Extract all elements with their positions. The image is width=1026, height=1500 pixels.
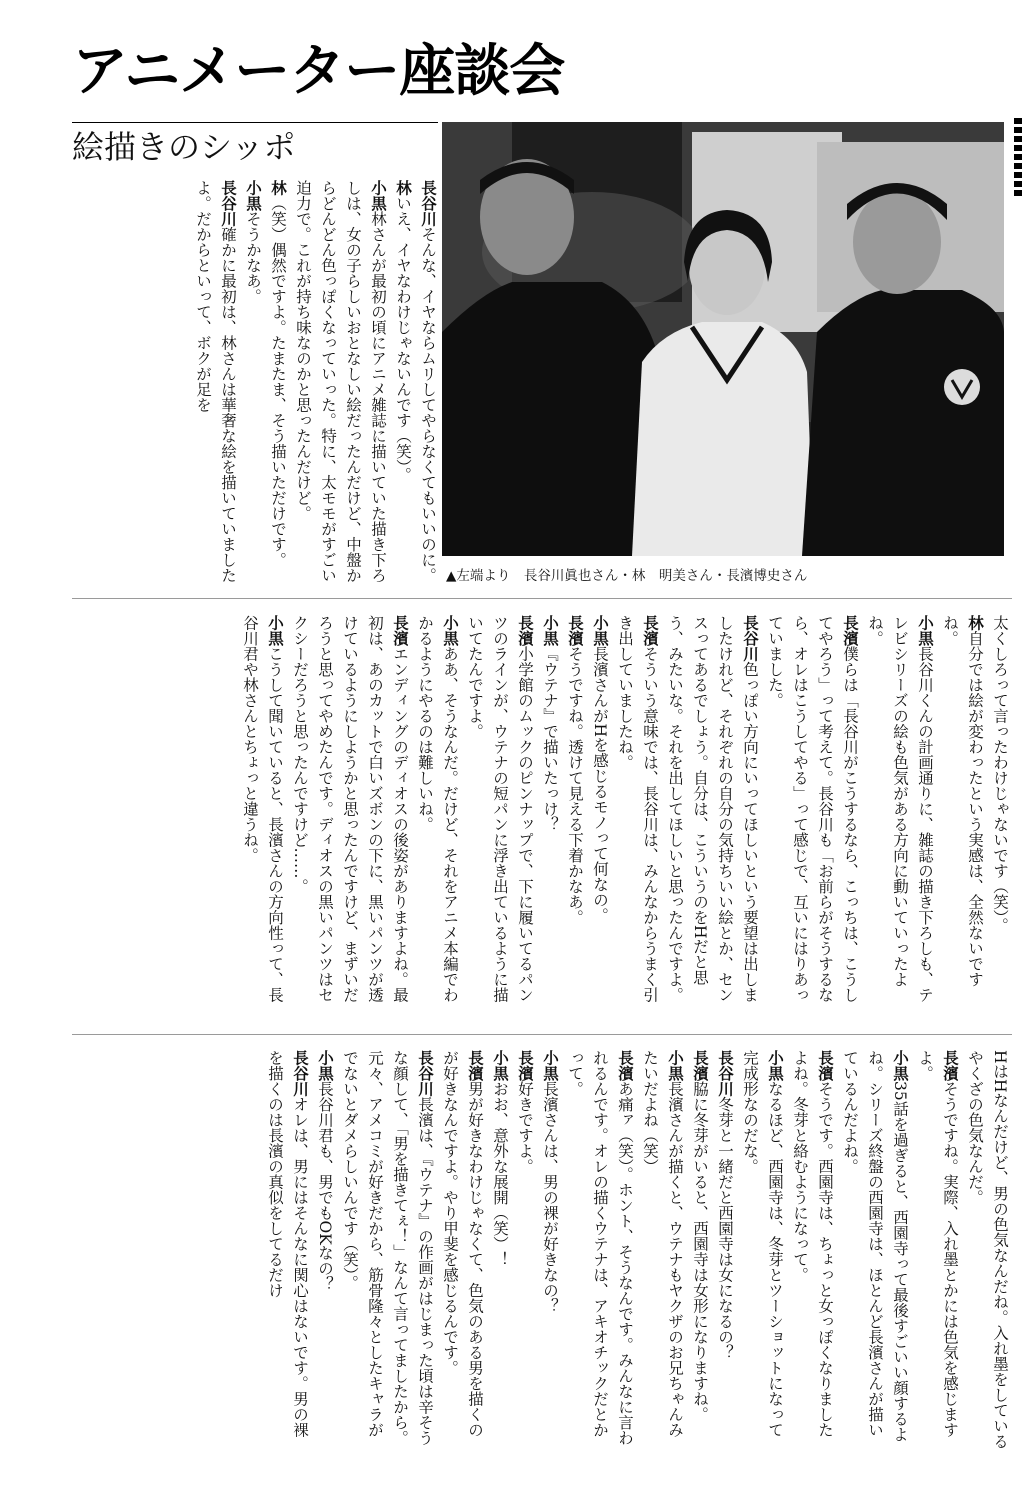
- dialogue-line: [287, 615, 412, 1015]
- speaker-label: 長谷川: [419, 180, 437, 227]
- dialogue-text: そんな、イヤならムリしてやらなくてもいいのに。: [419, 226, 437, 583]
- dialogue-line: [862, 615, 937, 1015]
- dialogue-text: 長濱さんは、男の裸が好きなの？: [541, 1081, 559, 1314]
- dialogue-text: なるほど、西園寺は、冬芽とツーショットになって完成形なのだな。: [741, 1050, 784, 1438]
- dialogue-text: いえ、イヤなわけじゃないんです（笑）。: [394, 195, 412, 483]
- dialogue-line: [290, 180, 390, 586]
- speaker-label: 小黒: [541, 1050, 559, 1081]
- speaker-label: 小黒: [916, 615, 934, 646]
- speaker-label: 小黒: [666, 1050, 684, 1081]
- photo-caption: ▲左端より 長谷川眞也さん・林 明美さん・長濱博史さん: [446, 568, 808, 584]
- speaker-label: 長濱: [941, 1050, 959, 1081]
- dialogue-line: [937, 615, 987, 1015]
- dialogue-line: [390, 180, 415, 586]
- dialogue-line: [737, 1050, 787, 1450]
- text-column-1: [78, 180, 440, 586]
- dialogue-text: あ痛ァ（笑）。ホント、そうなんです。みんなに言われるんです。オレの描くウテナは、アキオチックだとかって。: [566, 1050, 634, 1446]
- speaker-label: 長谷川: [219, 180, 237, 227]
- article-subtitle: 絵描きのシッポ: [72, 128, 296, 166]
- speaker-label: 小黒: [766, 1050, 784, 1081]
- dialogue-text: 好きですよ。: [516, 1081, 534, 1174]
- dialogue-text: 男が好きなわけじゃなくて、色気のある男を描くのが好きなんですよ。やり甲斐を感じるんです。: [441, 1050, 484, 1438]
- text-column-2: [78, 615, 1012, 1015]
- dialogue-text: 太くしろって言ったわけじゃないです（笑）。: [991, 615, 1009, 933]
- dialogue-text: HはHなんだけど、男の色気なんだね。入れ墨をしているやくざの色気なんだ。: [966, 1050, 1009, 1450]
- dialogue-line: [962, 1050, 1012, 1450]
- speaker-label: 小黒: [266, 615, 284, 646]
- dialogue-line: [240, 180, 265, 586]
- dialogue-text: 確かに最初は、林さんは華奢な絵を描いていましたよ。だからといって、ボクが足を: [194, 180, 237, 583]
- dialogue-line: [987, 615, 1012, 1015]
- dialogue-text: 長谷川くんの計画通りに、雑誌の描き下ろしも、テレビシリーズの絵も色気がある方向に動いていったよね。: [866, 615, 934, 1003]
- dialogue-text: そうですね。透けて見える下着かなあ。: [566, 646, 584, 925]
- speaker-label: 林: [966, 615, 984, 631]
- speaker-label: 長濱: [616, 1050, 634, 1081]
- dialogue-text: 自分では絵が変わったという実感は、全然ないですね。: [941, 615, 984, 987]
- page-edge-mark: [1014, 118, 1022, 196]
- speaker-label: 長谷川: [716, 1050, 734, 1097]
- dialogue-text: ああ、そうなんだ。だけど、それをアニメ本編でわかるようにやるのは難しいね。: [416, 615, 459, 1003]
- dialogue-line: [562, 615, 587, 1015]
- dialogue-text: そうですね。実際、入れ墨とかには色気を感じますよ。: [916, 1050, 959, 1438]
- speaker-label: 長濱: [691, 1050, 709, 1081]
- text-column-3: [78, 1050, 1012, 1450]
- dialogue-line: [662, 615, 762, 1015]
- dialogue-text: 長谷川君も、男でもOKなの？: [316, 1081, 334, 1292]
- dialogue-text: 長濱は、『ウテナ』の作画がはじまった頃は辛そうな顔して、「男を描きてぇ！」なんて言ってましたから。元々、アメコミが好きだから、筋骨隆々としたキャラがでないとダメらしいんです（笑）。: [341, 1050, 434, 1446]
- dialogue-line: [487, 1050, 512, 1450]
- speaker-label: 長谷川: [741, 615, 759, 662]
- dialogue-line: [762, 615, 862, 1015]
- dialogue-text: エンディングのディオスの後姿がありますよね。最初は、あのカットで白いズボンの下に、黒いパンツが透けているようにしようかと思ったんですけど、まずいだろうと思ってやめたんです。ディオスの黒いパンツはセクシーだろうと思ったんですけど……。: [291, 615, 409, 1003]
- dialogue-line: [412, 615, 462, 1015]
- group-photo: [442, 122, 1004, 556]
- dialogue-line: [462, 615, 537, 1015]
- dialogue-line: [587, 615, 612, 1015]
- dialogue-text: おお、意外な展開（笑）！: [491, 1081, 509, 1267]
- dialogue-line: [337, 1050, 437, 1450]
- dialogue-text: 長濱さんが描くと、ウテナもヤクザのお兄ちゃんみたいだよね（笑）: [641, 1050, 684, 1438]
- dialogue-text: オレは、男にはそんなに関心はないです。男の裸を描くのは長濱の真似をしてるだけ: [266, 1050, 309, 1438]
- dialogue-text: 林さんが最初の頃にアニメ雑誌に描いていた描き下ろしは、女の子らしいおとなしい絵だったんだけど、中盤からどんどん色っぽくなっていった。特に、太モモがすごい迫力で。これが持ち味なのかと思ったんだけど。: [294, 180, 387, 583]
- dialogue-text: 脇に冬芽がいると、西園寺は女形になりますね。: [691, 1081, 709, 1422]
- dialogue-text: 僕らは「長谷川がこうするなら、こっちは、こうしてやろう」って考えて。長谷川も「お前らがそうするなら、オレはこうしてやる」って感じで、互いにはりあっていました。: [766, 615, 859, 1003]
- speaker-label: 長濱: [816, 1050, 834, 1081]
- dialogue-line: [612, 615, 662, 1015]
- dialogue-line: [687, 1050, 712, 1450]
- dialogue-line: [237, 615, 287, 1015]
- speaker-label: 長濱: [391, 615, 409, 646]
- dialogue-line: [312, 1050, 337, 1450]
- dialogue-line: [512, 1050, 537, 1450]
- dialogue-line: [912, 1050, 962, 1450]
- dialogue-line: [537, 615, 562, 1015]
- dialogue-text: そうです。西園寺は、ちょっと女っぽくなりましたよね。冬芽と絡むようになって。: [791, 1050, 834, 1438]
- speaker-label: 長濱: [516, 615, 534, 646]
- dialogue-line: [437, 1050, 487, 1450]
- speaker-label: 小黒: [441, 615, 459, 646]
- speaker-label: 小黒: [891, 1050, 909, 1081]
- dialogue-line: [537, 1050, 562, 1450]
- dialogue-line: [787, 1050, 837, 1450]
- dialogue-line: [712, 1050, 737, 1450]
- dialogue-line: [562, 1050, 637, 1450]
- speaker-label: 小黒: [491, 1050, 509, 1081]
- article-title: アニメーター座談会: [72, 39, 565, 104]
- dialogue-text: 『ウテナ』で描いたっけ？: [541, 646, 559, 832]
- dialogue-line: [415, 180, 440, 586]
- speaker-label: 小黒: [591, 615, 609, 646]
- speaker-label: 長濱: [466, 1050, 484, 1081]
- section-divider: [72, 1034, 1012, 1035]
- dialogue-text: 小学館のムックのピンナップで、下に履いてるパンツのラインが、ウテナの短パンに浮き出ているように描いてたんですよ。: [466, 615, 534, 1003]
- dialogue-line: [637, 1050, 687, 1450]
- dialogue-line: [262, 1050, 312, 1450]
- speaker-label: 小黒: [541, 615, 559, 646]
- dialogue-text: こうして聞いていると、長濱さんの方向性って、長谷川君や林さんとちょっと違うね。: [241, 615, 284, 1003]
- speaker-label: 小黒: [316, 1050, 334, 1081]
- dialogue-text: 冬芽と一緒だと西園寺は女になるの？: [716, 1096, 734, 1360]
- dialogue-text: 長濱さんがHを感じるモノって何なの。: [591, 646, 609, 924]
- dialogue-text: （笑）偶然ですよ。たまたま、そう描いただけです。: [269, 195, 287, 568]
- speaker-label: 林: [269, 180, 287, 196]
- dialogue-line: [837, 1050, 912, 1450]
- dialogue-text: そうかなあ。: [244, 211, 262, 304]
- section-divider: [72, 598, 1012, 599]
- speaker-label: 長濱: [841, 615, 859, 646]
- dialogue-line: [265, 180, 290, 586]
- speaker-label: 小黒: [369, 180, 387, 211]
- speaker-label: 小黒: [244, 180, 262, 211]
- title-underline: [72, 122, 438, 123]
- speaker-label: 長谷川: [291, 1050, 309, 1097]
- dialogue-text: 色っぽい方向にいってほしいという要望は出しましたけれど、それぞれの自分の気持ちいい絵とか、センスってあるでしょう。自分は、こういうのをHだと思う、みたいな。それを出してほしいと思ったんですよ。: [666, 615, 759, 1003]
- speaker-label: 長濱: [566, 615, 584, 646]
- speaker-label: 長谷川: [416, 1050, 434, 1097]
- speaker-label: 林: [394, 180, 412, 196]
- dialogue-text: 35話を過ぎると、西園寺って最後すごいい顔するよね。シリーズ終盤の西園寺は、ほとんど長濱さんが描いているんだよね。: [841, 1050, 909, 1442]
- group-photo-illustration: [442, 122, 1004, 556]
- speaker-label: 長濱: [516, 1050, 534, 1081]
- dialogue-line: [190, 180, 240, 586]
- speaker-label: 長濱: [641, 615, 659, 646]
- dialogue-text: そういう意味では、長谷川は、みんなからうまく引き出していましたね。: [616, 615, 659, 1003]
